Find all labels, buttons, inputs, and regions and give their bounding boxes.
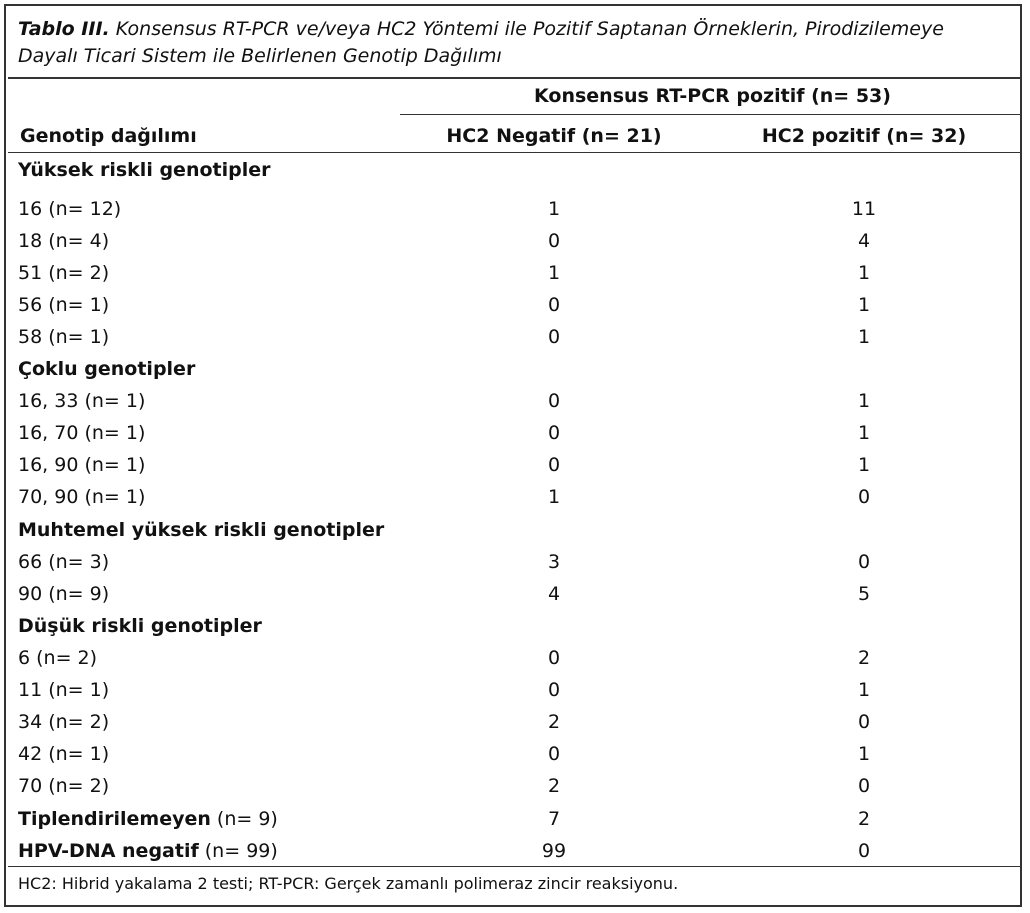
caption-divider [8,77,1020,79]
cell-hc2-positive: 1 [857,390,871,412]
cell-hc2-negative: 0 [547,454,561,476]
cell-hc2-negative: 3 [547,551,561,573]
row-label: 11 (n= 1) [18,679,110,701]
cell-hc2-positive: 0 [857,775,871,797]
cell-hc2-positive: 0 [857,840,871,862]
row-label-count: (n= 99) [198,840,278,862]
table-caption [18,16,1008,70]
cell-hc2-positive: 1 [857,743,871,765]
cell-hc2-positive: 0 [857,551,871,573]
cell-hc2-positive: 1 [857,679,871,701]
row-label: 56 (n= 1) [18,294,110,316]
cell-hc2-positive: 0 [857,711,871,733]
row-label: 70, 90 (n= 1) [18,486,146,508]
cell-hc2-negative: 0 [547,743,561,765]
row-label [18,838,278,864]
header-hc2-positive: HC2 pozitif (n= 32) [761,125,967,147]
cell-hc2-positive: 2 [857,808,871,830]
row-label: 66 (n= 3) [18,551,110,573]
footnote-divider [8,866,1020,867]
header-genotype: Genotip dağılımı [20,125,197,147]
row-label: 18 (n= 4) [18,230,110,252]
cell-hc2-positive: 5 [857,583,871,605]
row-label [18,806,278,832]
cell-hc2-positive: 11 [851,198,877,220]
row-label: 90 (n= 9) [18,583,110,605]
row-label-bold: HPV-DNA negatif [18,840,199,862]
cell-hc2-positive: 1 [857,326,871,348]
row-label-bold: Tiplendirilemeyen [18,808,211,830]
header-hc2-negative: HC2 Negatif (n= 21) [446,125,662,147]
section-header: Düşük riskli genotipler [18,615,262,637]
row-label: 51 (n= 2) [18,262,110,284]
cell-hc2-negative: 0 [547,647,561,669]
cell-hc2-negative: 1 [547,486,561,508]
cell-hc2-positive: 4 [857,230,871,252]
cell-hc2-positive: 1 [857,262,871,284]
row-label: 16 (n= 12) [18,198,122,220]
cell-hc2-negative: 0 [547,294,561,316]
cell-hc2-positive: 1 [857,422,871,444]
cell-hc2-negative: 0 [547,390,561,412]
row-label: 34 (n= 2) [18,711,110,733]
cell-hc2-positive: 1 [857,294,871,316]
row-label: 42 (n= 1) [18,743,110,765]
header-group: Konsensus RT-PCR pozitif (n= 53) [534,85,891,107]
cell-hc2-positive: 2 [857,647,871,669]
cell-hc2-negative: 0 [547,422,561,444]
row-label: 6 (n= 2) [18,647,98,669]
section-header: Yüksek riskli genotipler [18,159,271,181]
cell-hc2-negative: 4 [547,583,561,605]
table-footnote: HC2: Hibrid yakalama 2 testi; RT-PCR: Gerçek zamanlı polimeraz zincir reaksiyonu. [18,874,679,893]
row-label: 70 (n= 2) [18,775,110,797]
cell-hc2-negative: 7 [547,808,561,830]
row-label: 58 (n= 1) [18,326,110,348]
cell-hc2-negative: 0 [547,679,561,701]
row-label: 16, 33 (n= 1) [18,390,146,412]
cell-hc2-negative: 0 [547,230,561,252]
section-header: Çoklu genotipler [18,358,196,380]
cell-hc2-negative: 0 [547,326,561,348]
row-label-count: (n= 9) [210,808,278,830]
row-label: 16, 70 (n= 1) [18,422,146,444]
cell-hc2-negative: 2 [547,711,561,733]
cell-hc2-positive: 1 [857,454,871,476]
header-group-underline [400,114,1020,115]
cell-hc2-negative: 1 [547,198,561,220]
section-header: Muhtemel yüksek riskli genotipler [18,519,385,541]
cell-hc2-negative: 99 [541,840,567,862]
caption-label: Tablo III. [18,18,110,40]
cell-hc2-negative: 2 [547,775,561,797]
header-divider [8,152,1020,153]
row-label: 16, 90 (n= 1) [18,454,146,476]
cell-hc2-negative: 1 [547,262,561,284]
caption-text: Konsensus RT-PCR ve/veya HC2 Yöntemi ile Pozitif Saptanan Örneklerin, Pirodizilemeye Dayalı Ticari Sistem ile Belirlenen Genotip Dağılımı [18,18,944,67]
cell-hc2-positive: 0 [857,486,871,508]
